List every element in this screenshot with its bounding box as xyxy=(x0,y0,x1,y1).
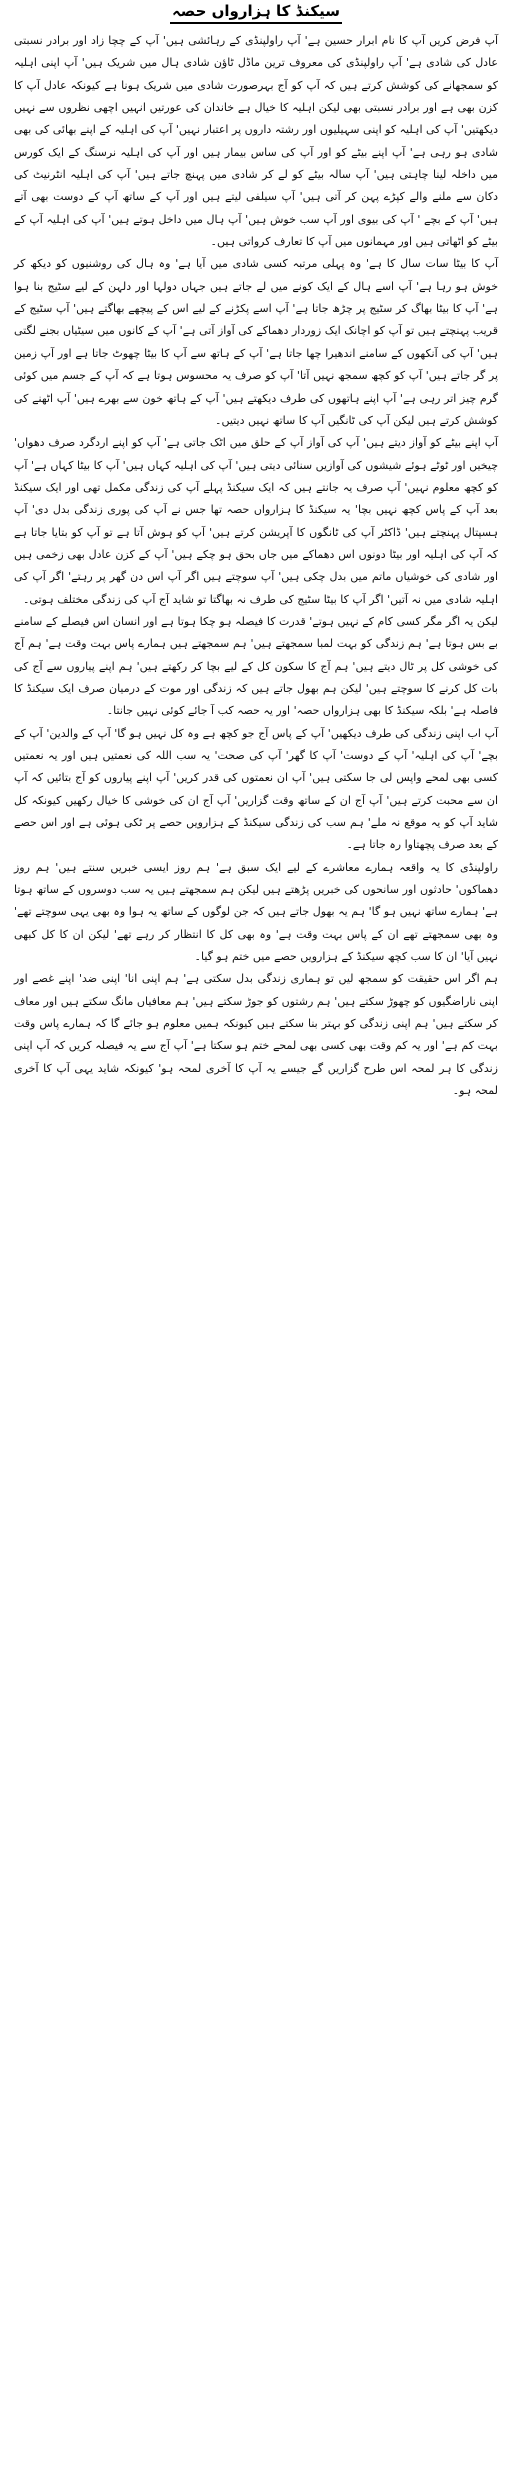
article-paragraph: آپ اب اپنی زندگی کی طرف دیکھیں' آپ کے پاس آج جو کچھ ہے وہ کل نہیں ہو گا' آپ کے والدین' آپ کے بچے' آپ کی اہلیہ' آپ کے دوست' آپ کا گھر' آپ کی صحت' یہ سب اللہ کی نعمتیں ہیں اور یہ نعمتیں کسی بھی لمحے واپس لی جا سکتی ہیں' آپ ان نعمتوں کی قدر کریں' آپ اپنے پیاروں کو آج بتائیں کہ آپ ان سے محبت کرتے ہیں' آپ آج ان کے ساتھ وقت گزاریں' آپ آج ان کی خوشی کا خیال رکھیں کیونکہ کل شاید آپ کو یہ موقع نہ ملے' ہم سب کی زندگی سیکنڈ کے ہزارویں حصے پر ٹکی ہوئی ہے اور اس حصے کے بعد صرف پچھتاوا رہ جاتا ہے۔ xyxy=(14,726,498,852)
article-paragraph: آپ کا بیٹا سات سال کا ہے' وہ پہلی مرتبہ کسی شادی میں آیا ہے' وہ ہال کی روشنیوں کو دیکھ کر خوش ہو رہا ہے' آپ اسے ہال کے ایک کونے میں لے جاتے ہیں جہاں دولہا اور دلہن کے لیے سٹیج بنا ہوا ہے' آپ کا بیٹا بھاگ کر سٹیج پر چڑھ جاتا ہے' آپ اسے پکڑنے کے لیے اس کے پیچھے بھاگتے ہیں' آپ سٹیج کے قریب پہنچتے ہیں تو آپ کو اچانک ایک زوردار دھماکے کی آواز آتی ہے' آپ کے کانوں میں سیٹیاں بجنے لگتی ہیں' آپ کی آنکھوں کے سامنے اندھیرا چھا جاتا ہے' آپ کے ہاتھ سے آپ کا بیٹا چھوٹ جاتا ہے اور آپ زمین پر گر جاتے ہیں' آپ کو کچھ سمجھ نہیں آتا' آپ کو صرف یہ محسوس ہوتا ہے کہ آپ کے جسم میں کوئی گرم چیز اتر رہی ہے' آپ اپنے ہاتھوں کی طرف دیکھتے ہیں' آپ کے ہاتھ خون سے بھرے ہیں' آپ اٹھنے کی کوشش کرتے ہیں لیکن آپ کی ٹانگیں آپ کا ساتھ نہیں دیتیں۔ xyxy=(14,257,498,427)
article-paragraph: راولپنڈی کا یہ واقعہ ہمارے معاشرے کے لیے ایک سبق ہے' ہم روز ایسی خبریں سنتے ہیں' ہم روز دھماکوں' حادثوں اور سانحوں کی خبریں پڑھتے ہیں لیکن ہم سمجھتے ہیں یہ سب دوسروں کے ساتھ ہوتا ہے' ہمارے ساتھ نہیں ہو گا' ہم یہ بھول جاتے ہیں کہ جن لوگوں کے ساتھ یہ ہوا وہ بھی یہی سوچتے تھے' وہ بھی سمجھتے تھے ان کے پاس بہت وقت ہے' وہ بھی کل کا انتظار کر رہے تھے' لیکن ان کا کل کبھی نہیں آیا' ان کا سب کچھ سیکنڈ کے ہزارویں حصے میں ختم ہو گیا۔ xyxy=(14,860,498,964)
article-paragraph: لیکن یہ اگر مگر کسی کام کے نہیں ہوتے' قدرت کا فیصلہ ہو چکا ہوتا ہے اور انسان اس فیصلے کے سامنے بے بس ہوتا ہے' ہم زندگی کو بہت لمبا سمجھتے ہیں' ہم سمجھتے ہیں ہمارے پاس بہت وقت ہے' ہم آج کی خوشی کل پر ٹال دیتے ہیں' ہم آج کا سکون کل کے لیے بچا کر رکھتے ہیں' ہم اپنے پیاروں سے آج کی بات کل کرنے کا سوچتے ہیں' لیکن ہم بھول جاتے ہیں کہ زندگی اور موت کے درمیان صرف ایک سیکنڈ کا فاصلہ ہے' بلکہ سیکنڈ کا بھی ہزارواں حصہ' اور یہ حصہ کب آ جائے کوئی نہیں جانتا۔ xyxy=(14,614,498,718)
article-paragraph: ہم اگر اس حقیقت کو سمجھ لیں تو ہماری زندگی بدل سکتی ہے' ہم اپنی انا' اپنی ضد' اپنے غصے اور اپنی ناراضگیوں کو چھوڑ سکتے ہیں' ہم رشتوں کو جوڑ سکتے ہیں' ہم معافیاں مانگ سکتے ہیں اور معاف کر سکتے ہیں' ہم اپنی زندگی کو بہتر بنا سکتے ہیں کیونکہ ہمیں معلوم ہو جائے گا کہ ہمارے پاس وقت بہت کم ہے' اور یہ کم وقت بھی کسی بھی لمحے ختم ہو سکتا ہے' آپ آج سے یہ فیصلہ کریں کہ آپ اپنی زندگی کا ہر لمحہ اس طرح گزاریں گے جیسے یہ آپ کا آخری لمحہ ہو' کیونکہ شاید یہی آپ کا آخری لمحہ ہو۔ xyxy=(14,972,498,1098)
article-headline: سیکنڈ کا ہزارواں حصہ xyxy=(170,2,342,24)
article-headline-wrapper xyxy=(14,2,498,24)
article-body xyxy=(14,30,498,1103)
article-paragraph: آپ اپنے بیٹے کو آواز دیتے ہیں' آپ کی آواز آپ کے حلق میں اٹک جاتی ہے' آپ کو اپنے اردگرد صرف دھواں' چیخیں اور ٹوٹے ہوئے شیشوں کی آوازیں سنائی دیتی ہیں' آپ کی اہلیہ کہاں ہیں' آپ کا بیٹا کہاں ہے' آپ کو کچھ معلوم نہیں' آپ صرف یہ جانتے ہیں کہ ایک سیکنڈ پہلے آپ کی زندگی مکمل تھی اور ایک سیکنڈ بعد آپ کے پاس کچھ نہیں بچا' یہ سیکنڈ کا ہزارواں حصہ تھا جس نے آپ کی پوری زندگی بدل دی' آپ ہسپتال پہنچتے ہیں' ڈاکٹر آپ کی ٹانگوں کا آپریشن کرتے ہیں' آپ کو ہوش آتا ہے تو آپ کو بتایا جاتا ہے کہ آپ کی اہلیہ اور بیٹا دونوں اس دھماکے میں جاں بحق ہو چکے ہیں' آپ کے کزن عادل بھی زخمی ہیں اور شادی کی خوشیاں ماتم میں بدل چکی ہیں' آپ سوچتے ہیں اگر آپ اس دن گھر پر رہتے' اگر آپ کی اہلیہ شادی میں نہ آتیں' اگر آپ کا بیٹا سٹیج کی طرف نہ بھاگتا تو شاید آج آپ کی زندگی مختلف ہوتی۔ xyxy=(14,436,498,606)
article-paragraph: آپ فرض کریں آپ کا نام ابرار حسین ہے' آپ راولپنڈی کے رہائشی ہیں' آپ کے چچا زاد اور برادر نسبتی عادل کی شادی ہے' آپ راولپنڈی کی معروف ترین ماڈل ٹاؤن شادی ہال میں شریک ہیں' آپ اپنی اہلیہ کو سمجھانے کی کوشش کرتے ہیں کہ آپ کو آج بہرصورت شادی میں شریک ہونا ہے کیونکہ عادل آپ کا کزن بھی ہے اور برادر نسبتی بھی لیکن اہلیہ کا خیال ہے خاندان کی عورتیں انہیں اچھی نظروں سے نہیں دیکھتیں' آپ کی اہلیہ کو اپنی سہیلیوں اور رشتہ داروں پر اعتبار نہیں' آپ کی اہلیہ کے اپنے بھائی کی بھی شادی ہو رہی ہے' آپ اپنے بیٹے کو اور آپ کی ساس بیمار ہیں اور آپ کی اہلیہ نرسنگ کے ایک کورس میں داخلہ لینا چاہتی ہیں' آپ سالہ بیٹے کو لے کر شادی میں پہنچ جاتے ہیں' آپ کی اہلیہ انٹرنیٹ کی دکان سے ملنے والے کپڑے پہن کر آتی ہیں' آپ سیلفی لیتے ہیں اور آپ کے ساتھ آپ کے دوست بھی آتے ہیں' آپ کے بچے ' آپ کی بیوی اور آپ سب خوش ہیں' آپ ہال میں داخل ہوتے ہیں' آپ کی اہلیہ آپ کے بیٹے کو اٹھاتی ہیں اور مہمانوں میں آپ کا تعارف کرواتی ہیں۔ xyxy=(14,34,498,249)
